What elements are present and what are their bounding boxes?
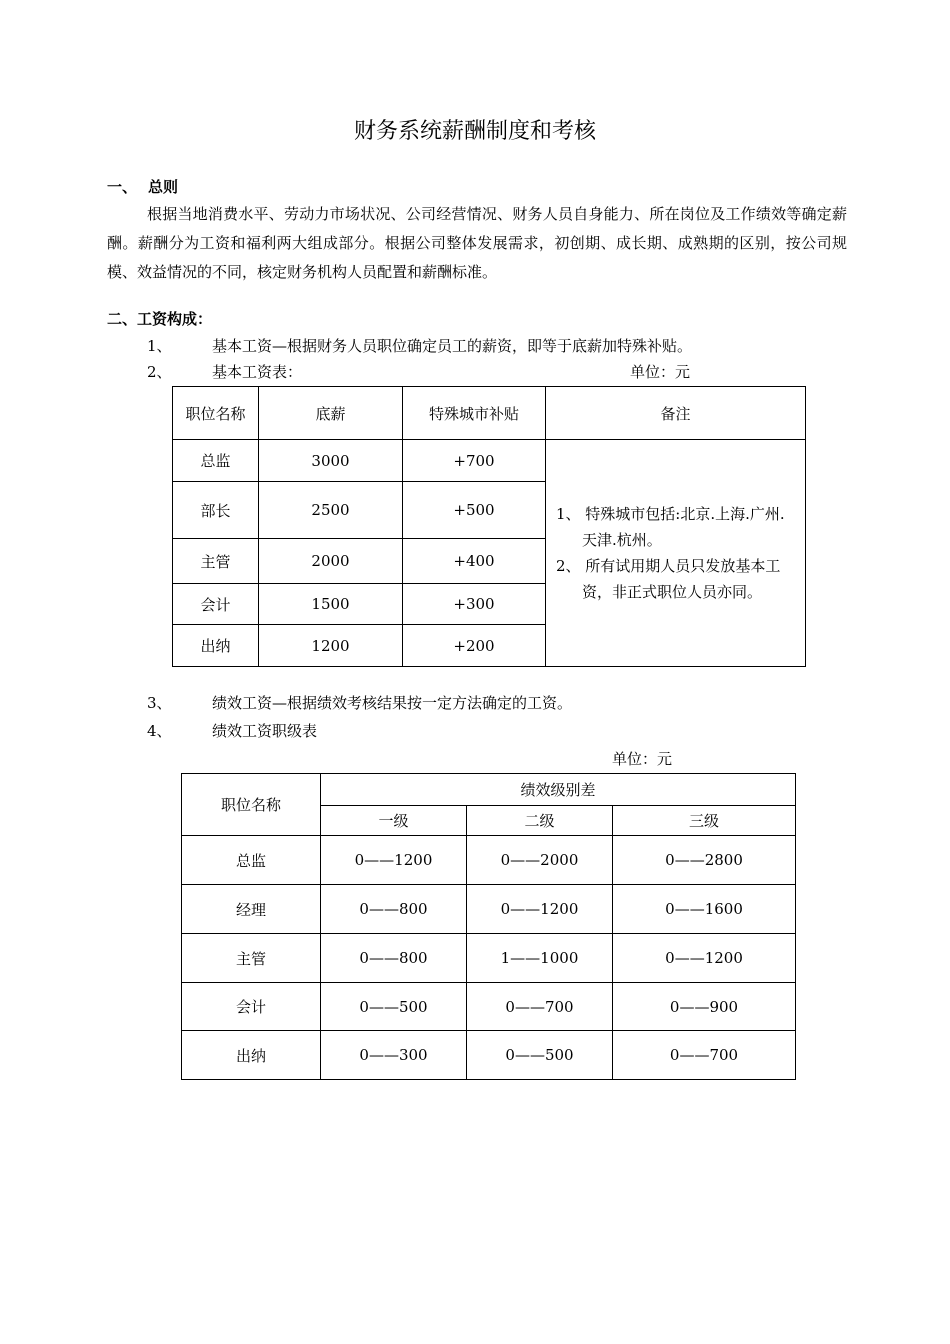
- table-header: 特殊城市补贴: [403, 387, 546, 440]
- list-item-number: 1、: [147, 337, 172, 355]
- remark-line: 2、 所有试用期人员只发放基本工资，非正式职位人员亦同。: [556, 557, 781, 601]
- table-cell: 1——1000: [467, 934, 613, 983]
- table-cell: +500: [403, 482, 546, 539]
- unit-label: 单位：元: [612, 750, 673, 768]
- table-cell: 0——800: [321, 885, 467, 934]
- table-cell: 0——300: [321, 1031, 467, 1080]
- table-header: 二级: [467, 806, 613, 836]
- page-title: 财务系统薪酬制度和考核: [353, 119, 596, 144]
- table-cell: 0——700: [467, 983, 613, 1031]
- table-cell: 主管: [173, 539, 259, 584]
- table-cell: 会计: [173, 584, 259, 625]
- table-header: 职位名称: [173, 387, 259, 440]
- table-header: 备注: [546, 387, 806, 440]
- table-cell: 0——1200: [613, 934, 796, 983]
- table-cell: +300: [403, 584, 546, 625]
- unit-label: 单位：元: [630, 363, 691, 381]
- remark-line: 1、 特殊城市包括:北京.上海.广州.天津.杭州。: [556, 505, 785, 549]
- table-row: [182, 934, 796, 983]
- table-header: 底薪: [259, 387, 403, 440]
- table-header: 绩效级别差: [321, 774, 796, 806]
- table-cell: 总监: [173, 440, 259, 482]
- table-cell: 3000: [259, 440, 403, 482]
- base-salary-table: [172, 386, 806, 667]
- table-cell: 0——700: [613, 1031, 796, 1080]
- table-cell: 2500: [259, 482, 403, 539]
- list-item-number: 4、: [147, 722, 172, 740]
- list-item-text: 绩效工资职级表: [212, 722, 318, 740]
- table-cell: 部长: [173, 482, 259, 539]
- table-row: [182, 885, 796, 934]
- list-item-text: 绩效工资—根据绩效考核结果按一定方法确定的工资。: [212, 694, 573, 712]
- table-cell: 出纳: [182, 1031, 321, 1080]
- list-item-number: 3、: [147, 694, 172, 712]
- table-cell: 0——1600: [613, 885, 796, 934]
- table-cell: 主管: [182, 934, 321, 983]
- table-cell: 经理: [182, 885, 321, 934]
- table-row: [182, 1031, 796, 1080]
- table-cell: 0——1200: [321, 836, 467, 885]
- table-cell: 会计: [182, 983, 321, 1031]
- table-cell: 0——500: [321, 983, 467, 1031]
- table-cell: 总监: [182, 836, 321, 885]
- list-item-text: 基本工资—根据财务人员职位确定员工的薪资，即等于底薪加特殊补贴。: [212, 337, 693, 355]
- table-row: [182, 983, 796, 1031]
- table-cell: 1500: [259, 584, 403, 625]
- section1-number: 一、: [107, 178, 138, 196]
- table-cell: +700: [403, 440, 546, 482]
- list-item-number: 2、: [147, 363, 172, 381]
- table-cell: 0——2000: [467, 836, 613, 885]
- table-row: [173, 440, 806, 482]
- table-cell: 2000: [259, 539, 403, 584]
- table-cell: 0——1200: [467, 885, 613, 934]
- table-cell: +400: [403, 539, 546, 584]
- table-header: 一级: [321, 806, 467, 836]
- table-row: [182, 836, 796, 885]
- section1-heading: 总则: [148, 178, 179, 196]
- table-cell: +200: [403, 625, 546, 667]
- table-cell: 1200: [259, 625, 403, 667]
- section1-paragraph: 根据当地消费水平、劳动力市场状况、公司经营情况、财务人员自身能力、所在岗位及工作绩效等确定薪酬。薪酬分为工资和福利两大组成部分。根据公司整体发展需求，初创期、成长期、成熟期的区别，按公司规模、效益情况的不同，核定财务机构人员配置和薪酬标准。: [107, 205, 847, 281]
- list-item-text: 基本工资表：: [212, 363, 303, 381]
- performance-salary-table: [181, 773, 796, 1080]
- section2-heading: 二、工资构成：: [107, 310, 213, 328]
- table-cell: 0——500: [467, 1031, 613, 1080]
- table-cell: 出纳: [173, 625, 259, 667]
- table-cell: 0——800: [321, 934, 467, 983]
- table-header: 职位名称: [182, 774, 321, 836]
- remarks-cell: [546, 440, 806, 667]
- table-cell: 0——900: [613, 983, 796, 1031]
- table-header: 三级: [613, 806, 796, 836]
- table-cell: 0——2800: [613, 836, 796, 885]
